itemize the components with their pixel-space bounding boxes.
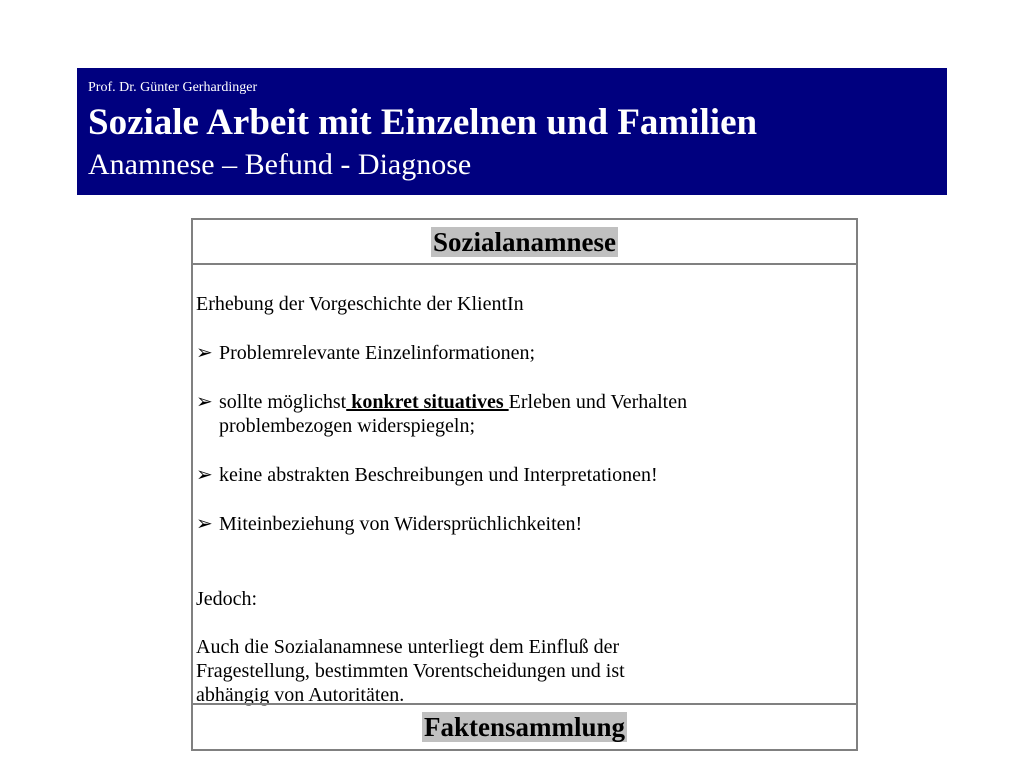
intro-text: Erhebung der Vorgeschichte der KlientIn [196,293,524,315]
closing-line: abhängig von Autoritäten. [196,684,405,706]
closing-line: Auch die Sozialanamnese unterliegt dem Einfluß der [196,636,620,658]
bullet-item [196,512,582,536]
arrow-bullet-icon: ➢ [196,513,213,535]
bullet-item [196,341,535,365]
emphasis-text: konkret situatives [346,391,509,413]
slide-header [77,68,947,195]
closing-line: Fragestellung, bestimmten Vorentscheidungen und ist [196,660,625,682]
arrow-bullet-icon: ➢ [196,391,213,413]
arrow-bullet-icon: ➢ [196,342,213,364]
section-heading-faktensammlung: Faktensammlung [423,712,626,742]
arrow-bullet-icon: ➢ [196,464,213,486]
bullet-item [196,463,658,487]
table-footer-row [193,703,856,749]
table-body [193,265,856,705]
table-header-row [193,220,856,265]
content-table [191,218,858,751]
slide-subtitle: Anamnese – Befund - Diagnose [88,148,472,181]
however-label: Jedoch: [196,588,258,610]
bullet-text: sollte möglichst [219,391,347,413]
bullet-continuation: problembezogen widerspiegeln; [219,415,476,437]
bullet-text: Miteinbeziehung von Widersprüchlichkeiten! [219,513,583,535]
slide-title: Soziale Arbeit mit Einzelnen und Familien [88,102,758,143]
bullet-text: keine abstrakten Beschreibungen und Interpretationen! [219,464,658,486]
bullet-text: Problemrelevante Einzelinformationen; [219,342,535,364]
section-heading-sozialanamnese: Sozialanamnese [432,227,616,257]
bullet-text: Erleben und Verhalten [508,391,688,413]
author-name: Prof. Dr. Günter Gerhardinger [88,80,258,95]
bullet-item [196,390,687,414]
